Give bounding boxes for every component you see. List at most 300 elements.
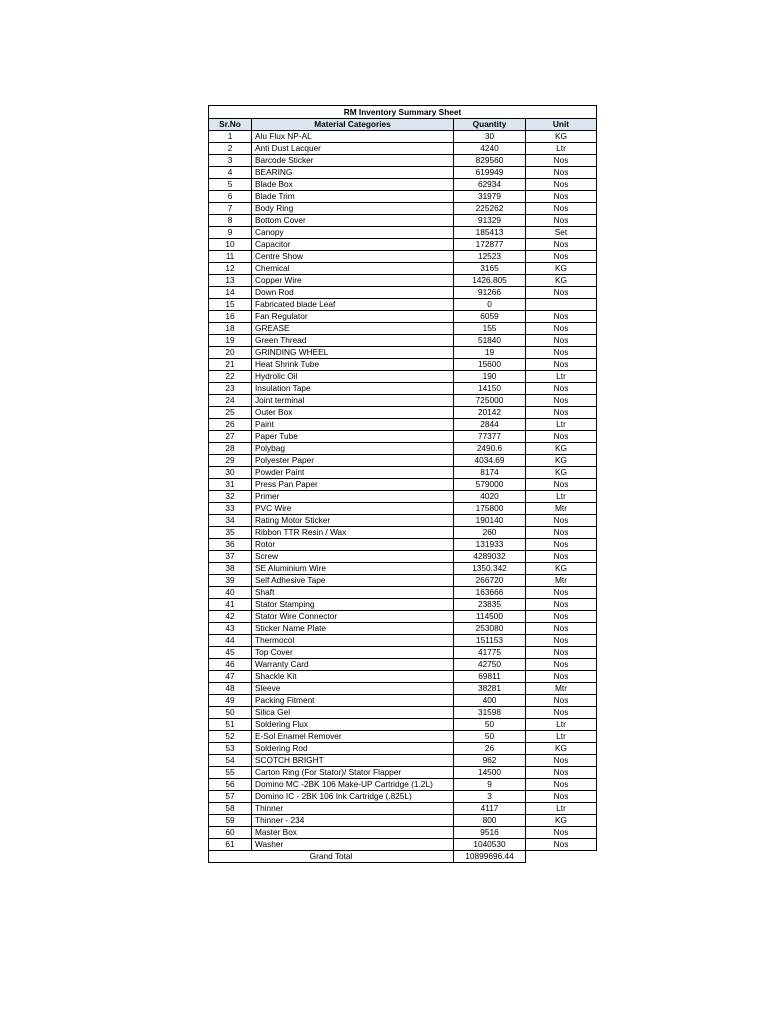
row-unit: Ltr [526, 419, 597, 431]
table-row [209, 203, 597, 215]
table-row [209, 647, 597, 659]
row-unit: Ltr [526, 719, 597, 731]
row-quantity: 20142 [454, 407, 526, 419]
row-srno: 43 [209, 623, 252, 635]
table-row [209, 419, 597, 431]
row-quantity: 1040530 [454, 839, 526, 851]
row-srno: 53 [209, 743, 252, 755]
row-srno: 45 [209, 647, 252, 659]
row-srno: 37 [209, 551, 252, 563]
row-quantity: 266720 [454, 575, 526, 587]
table-row [209, 827, 597, 839]
row-unit: Ltr [526, 731, 597, 743]
row-srno: 25 [209, 407, 252, 419]
row-quantity: 190 [454, 371, 526, 383]
row-srno: 14 [209, 287, 252, 299]
row-quantity: 260 [454, 527, 526, 539]
table-row [209, 527, 597, 539]
row-srno: 54 [209, 755, 252, 767]
table-row [209, 227, 597, 239]
table-row [209, 551, 597, 563]
row-material: Joint terminal [252, 395, 454, 407]
row-quantity: 829560 [454, 155, 526, 167]
row-unit: Nos [526, 611, 597, 623]
row-srno: 3 [209, 155, 252, 167]
row-quantity: 3165 [454, 263, 526, 275]
row-material: Paper Tube [252, 431, 454, 443]
row-quantity: 8174 [454, 467, 526, 479]
row-quantity: 172877 [454, 239, 526, 251]
row-srno: 29 [209, 455, 252, 467]
row-quantity: 114500 [454, 611, 526, 623]
row-quantity: 19 [454, 347, 526, 359]
row-material: Silica Gel [252, 707, 454, 719]
row-srno: 55 [209, 767, 252, 779]
table-row [209, 515, 597, 527]
table-row [209, 383, 597, 395]
table-row [209, 491, 597, 503]
row-srno: 33 [209, 503, 252, 515]
row-srno: 51 [209, 719, 252, 731]
row-srno: 9 [209, 227, 252, 239]
row-unit: Nos [526, 551, 597, 563]
row-quantity: 41775 [454, 647, 526, 659]
row-unit: Nos [526, 167, 597, 179]
row-unit [526, 299, 597, 311]
row-material: Top Cover [252, 647, 454, 659]
row-material: Master Box [252, 827, 454, 839]
row-unit: Nos [526, 383, 597, 395]
table-row [209, 407, 597, 419]
table-row [209, 155, 597, 167]
row-unit: Mtr [526, 503, 597, 515]
row-srno: 20 [209, 347, 252, 359]
row-material: Polybag [252, 443, 454, 455]
row-quantity: 31598 [454, 707, 526, 719]
table-row [209, 539, 597, 551]
table-row [209, 695, 597, 707]
row-material: GRINDING WHEEL [252, 347, 454, 359]
row-unit: Nos [526, 407, 597, 419]
table-row [209, 335, 597, 347]
table-row [209, 671, 597, 683]
header-row [209, 119, 597, 131]
table-row [209, 611, 597, 623]
row-quantity: 38281 [454, 683, 526, 695]
row-quantity: 30 [454, 131, 526, 143]
row-srno: 60 [209, 827, 252, 839]
grand-total-row [209, 851, 597, 863]
row-quantity: 15600 [454, 359, 526, 371]
row-srno: 59 [209, 815, 252, 827]
row-srno: 32 [209, 491, 252, 503]
table-row [209, 275, 597, 287]
row-material: Thermocol [252, 635, 454, 647]
row-material: Canopy [252, 227, 454, 239]
row-srno: 61 [209, 839, 252, 851]
row-unit: Nos [526, 239, 597, 251]
row-srno: 41 [209, 599, 252, 611]
row-material: Thinner [252, 803, 454, 815]
row-unit: KG [526, 467, 597, 479]
table-row [209, 839, 597, 851]
inventory-summary-table [208, 105, 597, 863]
row-srno: 1 [209, 131, 252, 143]
row-srno: 19 [209, 335, 252, 347]
table-row [209, 683, 597, 695]
table-row [209, 311, 597, 323]
row-quantity: 69811 [454, 671, 526, 683]
table-row [209, 287, 597, 299]
row-material: Blade Trim [252, 191, 454, 203]
row-srno: 12 [209, 263, 252, 275]
row-unit: Nos [526, 251, 597, 263]
row-quantity: 62934 [454, 179, 526, 191]
row-unit: Nos [526, 587, 597, 599]
row-unit: KG [526, 563, 597, 575]
row-unit: Nos [526, 695, 597, 707]
table-row [209, 239, 597, 251]
row-unit: Nos [526, 311, 597, 323]
row-srno: 7 [209, 203, 252, 215]
table-row [209, 263, 597, 275]
table-row [209, 179, 597, 191]
row-material: Self Adhesive Tape [252, 575, 454, 587]
table-row [209, 719, 597, 731]
row-material: Copper Wire [252, 275, 454, 287]
table-row [209, 731, 597, 743]
row-material: Powder Paint [252, 467, 454, 479]
row-quantity: 4034.69 [454, 455, 526, 467]
row-unit: Nos [526, 599, 597, 611]
row-material: SCOTCH BRIGHT [252, 755, 454, 767]
row-material: Chemical [252, 263, 454, 275]
table-row [209, 599, 597, 611]
row-quantity: 619949 [454, 167, 526, 179]
table-row [209, 467, 597, 479]
row-srno: 16 [209, 311, 252, 323]
row-material: Capacitor [252, 239, 454, 251]
row-srno: 22 [209, 371, 252, 383]
row-material: Packing Fitment [252, 695, 454, 707]
row-quantity: 2490.6 [454, 443, 526, 455]
row-unit: Nos [526, 395, 597, 407]
row-material: PVC Wire [252, 503, 454, 515]
row-srno: 8 [209, 215, 252, 227]
row-unit: Nos [526, 647, 597, 659]
header-unit: Unit [526, 119, 597, 131]
table-row [209, 563, 597, 575]
row-unit: Nos [526, 839, 597, 851]
row-quantity: 3 [454, 791, 526, 803]
row-material: Down Rod [252, 287, 454, 299]
header-quantity: Quantity [454, 119, 526, 131]
row-unit: Nos [526, 191, 597, 203]
row-unit: Nos [526, 515, 597, 527]
row-material: Hydrolic Oil [252, 371, 454, 383]
row-quantity: 50 [454, 719, 526, 731]
table-row [209, 347, 597, 359]
row-unit: Ltr [526, 371, 597, 383]
header-srno: Sr.No [209, 119, 252, 131]
row-srno: 36 [209, 539, 252, 551]
row-unit: Mtr [526, 575, 597, 587]
row-quantity: 14500 [454, 767, 526, 779]
row-material: Thinner - 234 [252, 815, 454, 827]
row-unit: Nos [526, 635, 597, 647]
row-material: Stator Wire Connector [252, 611, 454, 623]
row-unit: Nos [526, 179, 597, 191]
row-material: Centre Show [252, 251, 454, 263]
row-srno: 18 [209, 323, 252, 335]
row-srno: 24 [209, 395, 252, 407]
row-quantity: 151153 [454, 635, 526, 647]
row-srno: 35 [209, 527, 252, 539]
table-row [209, 635, 597, 647]
row-srno: 52 [209, 731, 252, 743]
table-row [209, 215, 597, 227]
row-unit: KG [526, 131, 597, 143]
table-row [209, 167, 597, 179]
row-quantity: 800 [454, 815, 526, 827]
table-row [209, 191, 597, 203]
table-row [209, 623, 597, 635]
row-material: Rotor [252, 539, 454, 551]
row-unit: Nos [526, 767, 597, 779]
table-row [209, 431, 597, 443]
row-quantity: 14150 [454, 383, 526, 395]
row-quantity: 0 [454, 299, 526, 311]
row-srno: 13 [209, 275, 252, 287]
row-quantity: 31979 [454, 191, 526, 203]
row-srno: 44 [209, 635, 252, 647]
row-unit: Ltr [526, 143, 597, 155]
row-quantity: 4289032 [454, 551, 526, 563]
row-unit: Set [526, 227, 597, 239]
row-unit: Nos [526, 659, 597, 671]
row-srno: 30 [209, 467, 252, 479]
row-material: Insulation Tape [252, 383, 454, 395]
row-unit: Nos [526, 671, 597, 683]
table-row [209, 575, 597, 587]
table-row [209, 455, 597, 467]
row-unit: KG [526, 743, 597, 755]
table-row [209, 443, 597, 455]
row-material: Blade Box [252, 179, 454, 191]
row-material: Screw [252, 551, 454, 563]
row-srno: 38 [209, 563, 252, 575]
row-material: Domino IC - 2BK 106 Ink Cartridge (.825L) [252, 791, 454, 803]
row-quantity: 131933 [454, 539, 526, 551]
row-material: Heat Shrink Tube [252, 359, 454, 371]
row-unit: Nos [526, 623, 597, 635]
row-srno: 2 [209, 143, 252, 155]
row-srno: 27 [209, 431, 252, 443]
row-srno: 10 [209, 239, 252, 251]
row-unit: Nos [526, 479, 597, 491]
row-unit: Nos [526, 335, 597, 347]
row-quantity: 9516 [454, 827, 526, 839]
row-unit: Nos [526, 779, 597, 791]
row-srno: 46 [209, 659, 252, 671]
row-unit: Nos [526, 755, 597, 767]
row-material: Outer Box [252, 407, 454, 419]
grand-total-label: Grand Total [209, 851, 454, 863]
row-quantity: 725000 [454, 395, 526, 407]
row-quantity: 4020 [454, 491, 526, 503]
row-quantity: 9 [454, 779, 526, 791]
row-unit: KG [526, 263, 597, 275]
row-material: Bottom Cover [252, 215, 454, 227]
row-quantity: 77377 [454, 431, 526, 443]
row-srno: 39 [209, 575, 252, 587]
row-material: Ribbon TTR Resin / Wax [252, 527, 454, 539]
row-material: Primer [252, 491, 454, 503]
row-unit: Nos [526, 707, 597, 719]
row-srno: 58 [209, 803, 252, 815]
table-row [209, 251, 597, 263]
row-material: E-Sol Enamel Remover [252, 731, 454, 743]
row-quantity: 23835 [454, 599, 526, 611]
row-material: Paint [252, 419, 454, 431]
row-srno: 56 [209, 779, 252, 791]
row-material: Press Pan Paper [252, 479, 454, 491]
row-material: SE Aluminium Wire [252, 563, 454, 575]
row-unit: Nos [526, 539, 597, 551]
row-quantity: 163666 [454, 587, 526, 599]
row-material: Warranty Card [252, 659, 454, 671]
row-material: Shackle Kit [252, 671, 454, 683]
row-srno: 34 [209, 515, 252, 527]
row-quantity: 579000 [454, 479, 526, 491]
row-quantity: 6059 [454, 311, 526, 323]
table-row [209, 503, 597, 515]
row-material: Shaft [252, 587, 454, 599]
row-material: Domino MC -2BK 106 Make-UP Cartridge (1.2L) [252, 779, 454, 791]
row-unit: Ltr [526, 491, 597, 503]
row-unit: Nos [526, 527, 597, 539]
row-unit: KG [526, 815, 597, 827]
row-srno: 28 [209, 443, 252, 455]
table-row [209, 479, 597, 491]
row-material: Soldering Flux [252, 719, 454, 731]
row-srno: 47 [209, 671, 252, 683]
row-unit: KG [526, 443, 597, 455]
row-unit: Nos [526, 215, 597, 227]
row-srno: 6 [209, 191, 252, 203]
row-quantity: 175800 [454, 503, 526, 515]
table-row [209, 131, 597, 143]
row-material: Green Thread [252, 335, 454, 347]
table-row [209, 299, 597, 311]
row-unit: Nos [526, 431, 597, 443]
row-quantity: 2844 [454, 419, 526, 431]
row-material: Soldering Rod [252, 743, 454, 755]
row-quantity: 12523 [454, 251, 526, 263]
table-row [209, 371, 597, 383]
row-srno: 48 [209, 683, 252, 695]
row-srno: 50 [209, 707, 252, 719]
table-row [209, 803, 597, 815]
row-quantity: 185413 [454, 227, 526, 239]
row-srno: 40 [209, 587, 252, 599]
row-material: Anti Dust Lacquer [252, 143, 454, 155]
row-quantity: 42750 [454, 659, 526, 671]
table-row [209, 779, 597, 791]
row-material: Barcode Sticker [252, 155, 454, 167]
row-quantity: 26 [454, 743, 526, 755]
row-quantity: 155 [454, 323, 526, 335]
grand-total-quantity: 10899696.44 [454, 851, 526, 863]
row-srno: 57 [209, 791, 252, 803]
row-srno: 31 [209, 479, 252, 491]
row-material: GREASE [252, 323, 454, 335]
row-quantity: 50 [454, 731, 526, 743]
row-srno: 42 [209, 611, 252, 623]
table-row [209, 791, 597, 803]
row-unit: Nos [526, 359, 597, 371]
row-srno: 26 [209, 419, 252, 431]
table-row [209, 767, 597, 779]
row-material: Washer [252, 839, 454, 851]
table-row [209, 143, 597, 155]
row-srno: 23 [209, 383, 252, 395]
row-unit: KG [526, 455, 597, 467]
row-srno: 5 [209, 179, 252, 191]
row-quantity: 1426.805 [454, 275, 526, 287]
row-material: Sleeve [252, 683, 454, 695]
table-row [209, 815, 597, 827]
row-material: BEARING [252, 167, 454, 179]
row-material: Body Ring [252, 203, 454, 215]
row-material: Fabricated blade Leaf [252, 299, 454, 311]
row-unit: Nos [526, 791, 597, 803]
row-unit: Nos [526, 347, 597, 359]
row-srno: 4 [209, 167, 252, 179]
row-unit: Ltr [526, 803, 597, 815]
row-material: Rating Motor Sticker [252, 515, 454, 527]
row-quantity: 91266 [454, 287, 526, 299]
table-row [209, 359, 597, 371]
table-row [209, 743, 597, 755]
row-srno: 49 [209, 695, 252, 707]
row-unit: Nos [526, 287, 597, 299]
table-row [209, 395, 597, 407]
row-unit: Nos [526, 155, 597, 167]
row-unit: Nos [526, 323, 597, 335]
row-quantity: 4240 [454, 143, 526, 155]
row-quantity: 91329 [454, 215, 526, 227]
row-quantity: 962 [454, 755, 526, 767]
row-quantity: 225262 [454, 203, 526, 215]
row-unit: Nos [526, 203, 597, 215]
table-row [209, 587, 597, 599]
row-unit: Nos [526, 827, 597, 839]
row-material: Alu Flux NP-AL [252, 131, 454, 143]
table-row [209, 659, 597, 671]
row-quantity: 51840 [454, 335, 526, 347]
title-row [209, 106, 597, 119]
row-quantity: 1350.342 [454, 563, 526, 575]
table-row [209, 707, 597, 719]
row-quantity: 4117 [454, 803, 526, 815]
row-unit: Mtr [526, 683, 597, 695]
row-material: Sticker Name Plate [252, 623, 454, 635]
row-material: Carton Ring (For Stator)/ Stator Flapper [252, 767, 454, 779]
row-quantity: 190140 [454, 515, 526, 527]
table-body [209, 131, 597, 851]
row-srno: 15 [209, 299, 252, 311]
